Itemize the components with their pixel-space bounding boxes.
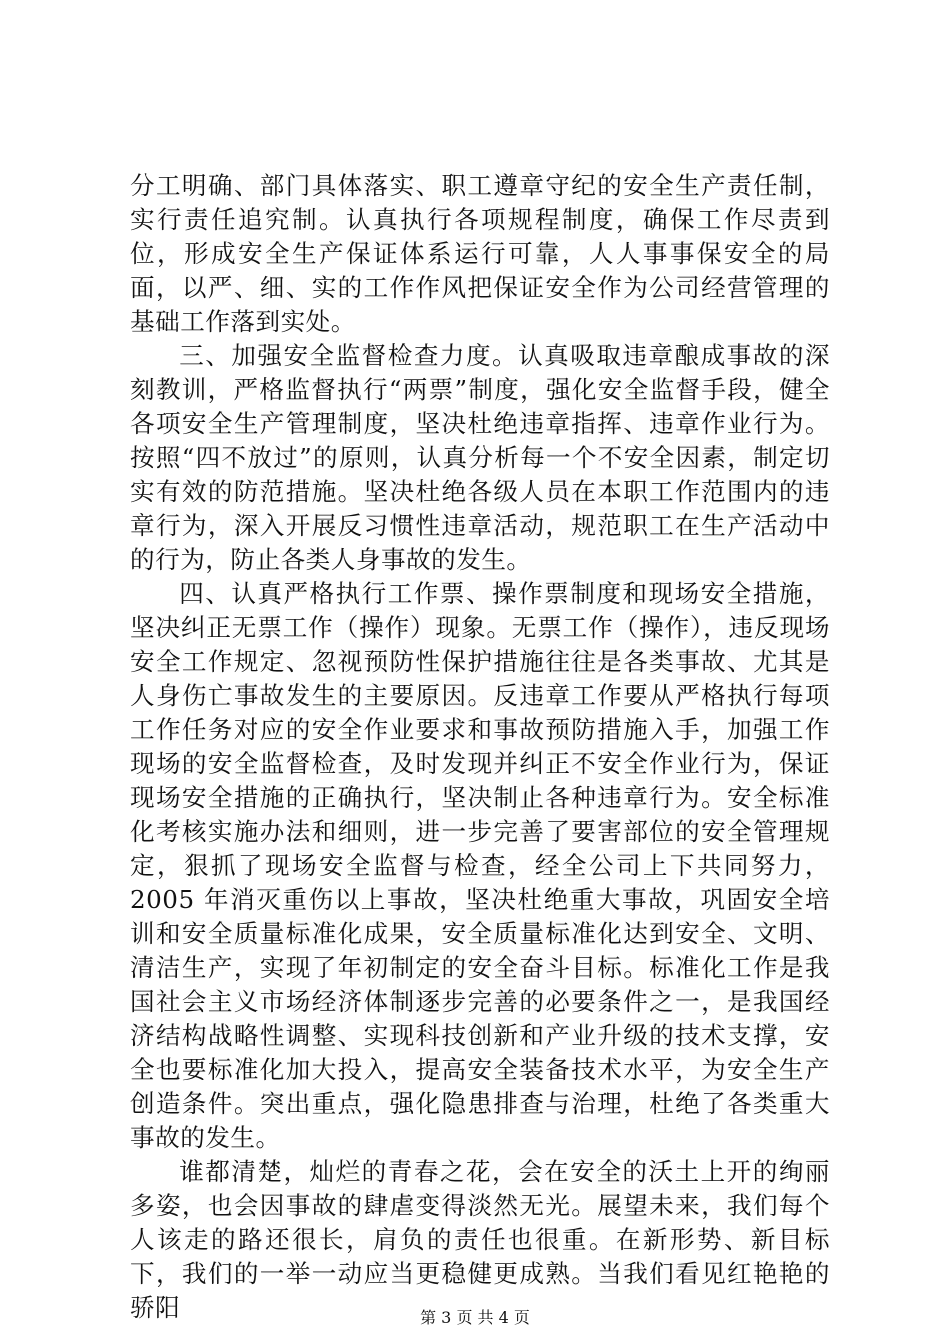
page-number-footer: 第 3 页 共 4 页 bbox=[420, 1308, 530, 1327]
paragraph-continuation: 分工明确、部门具体落实、职工遵章守纪的安全生产责任制，实行责任追究制。认真执行各项规程制度，确保工作尽责到位，形成安全生产保证体系运行可靠，人人事事保安全的局面，以严、细、实的工作作风把保证安全作为公司经营管理的基础工作落到实处。 bbox=[130, 171, 830, 336]
document-body bbox=[130, 169, 830, 1325]
paragraph-section-four: 四、认真严格执行工作票、操作票制度和现场安全措施，坚决纠正无票工作（操作）现象。无票工作（操作），违反现场安全工作规定、忽视预防性保护措施往往是各类事故、尤其是人身伤亡事故发生的主要原因。反违章工作要从严格执行每项工作任务对应的安全作业要求和事故预防措施入手，加强工作现场的安全监督检查，及时发现并纠正不安全作业行为，保证现场安全措施的正确执行，坚决制止各种违章行为。安全标准化考核实施办法和细则，进一步完善了要害部位的安全管理规定，狠抓了现场安全监督与检查，经全公司上下共同努力，2005 年消灭重伤以上事故，坚决杜绝重大事故，巩固安全培训和安全质量标准化成果，安全质量标准化达到安全、文明、清洁生产，实现了年初制定的安全奋斗目标。标准化工作是我国社会主义市场经济体制逐步完善的必要条件之一，是我国经济结构战略性调整、实现科技创新和产业升级的技术支撑，安全也要标准化加大投入，提高安全装备技术水平，为安全生产创造条件。突出重点，强化隐患排查与治理，杜绝了各类重大事故的发生。 bbox=[130, 579, 830, 1152]
paragraph-section-three: 三、加强安全监督检查力度。认真吸取违章酿成事故的深刻教训，严格监督执行“两票”制度，强化安全监督手段，健全各项安全生产管理制度，坚决杜绝违章指挥、违章作业行为。按照“四不放过”的原则，认真分析每一个不安全因素，制定切实有效的防范措施。坚决杜绝各级人员在本职工作范围内的违章行为，深入开展反习惯性违章活动，规范职工在生产活动中的行为，防止各类人身事故的发生。 bbox=[130, 341, 830, 574]
paragraph-closing: 谁都清楚，灿烂的青春之花，会在安全的沃土上开的绚丽多姿，也会因事故的肆虐变得淡然无光。展望未来，我们每个人该走的路还很长，肩负的责任也很重。在新形势、新目标下，我们的一举一动应当更稳健更成熟。当我们看见红艳艳的骄阳 bbox=[130, 1157, 830, 1322]
